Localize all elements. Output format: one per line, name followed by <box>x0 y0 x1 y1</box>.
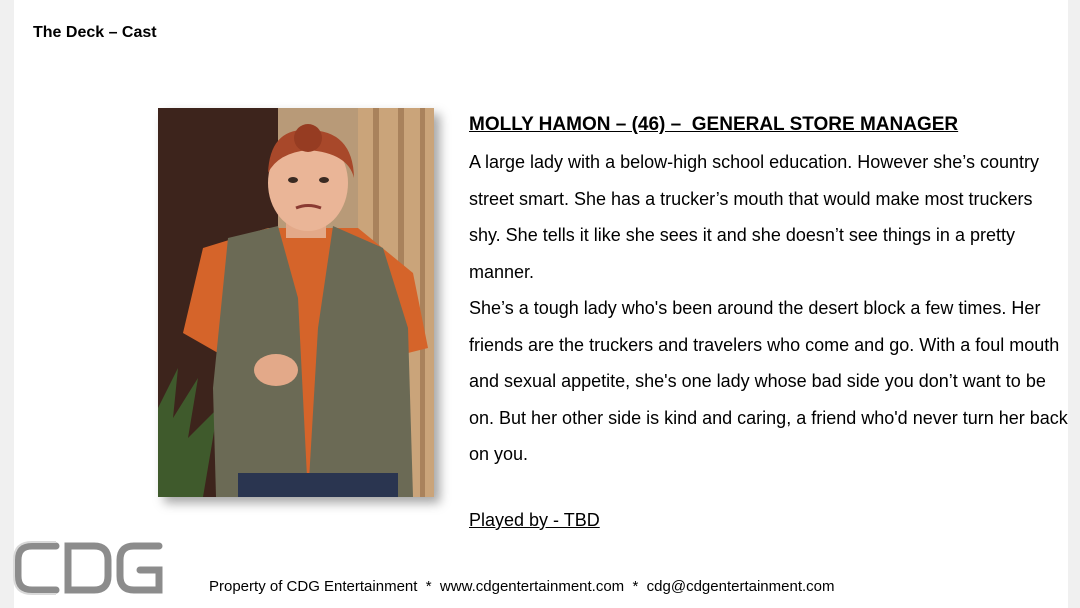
footer-text: Property of CDG Entertainment * www.cdgentertainment.com * cdg@cdgentertainment.com <box>209 578 835 595</box>
slide-edge-left <box>0 0 14 608</box>
cdg-logo <box>12 532 167 602</box>
description-paragraph-1: A large lady with a below-high school education. However she’s country street smart. She has a trucker’s mouth that would make most truckers shy. She tells it like she sees it and she doesn’t see things in a pretty manner. <box>469 152 1039 282</box>
character-role-heading: MOLLY HAMON – (46) – GENERAL STORE MANAGER <box>469 114 959 135</box>
description-paragraph-2: She’s a tough lady who's been around the desert block a few times. Her friends are the truckers and travelers who come and go. With a foul mouth and sexual appetite, she's one lady whose bad side you don’t want to be on. But her other side is kind and caring, a friend who'd never turn her back on you. <box>469 298 1068 464</box>
played-by-label: Played by - TBD <box>469 510 600 530</box>
slide-edge-right <box>1068 0 1080 608</box>
character-description <box>469 144 1069 473</box>
character-photo <box>158 108 434 497</box>
deck-title: The Deck – Cast <box>33 24 157 41</box>
